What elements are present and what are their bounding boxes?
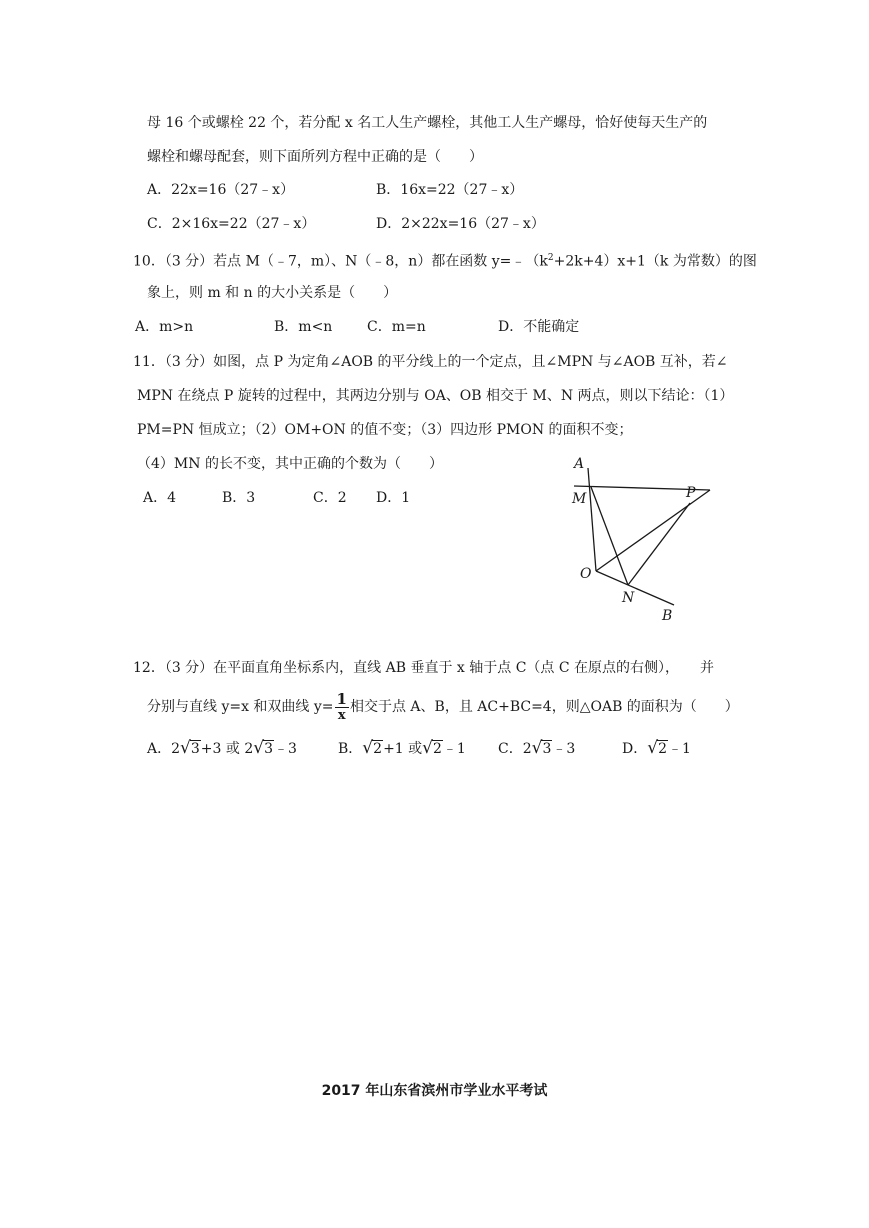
- q11-line-3: PM=PN 恒成立；（2）OM+ON 的值不变；（3）四边形 PMON 的面积不变；: [137, 422, 633, 438]
- q12-line-2-text-a: 分别与直线 y=x 和双曲线 y=: [147, 699, 334, 715]
- q10-option-c: C．m=n: [367, 319, 426, 335]
- bisector-op: [596, 490, 710, 571]
- sqrt-icon: [362, 738, 383, 759]
- radical-sign: √: [362, 738, 374, 758]
- radicand: 3: [264, 741, 274, 757]
- radicand: 2: [373, 741, 383, 757]
- radicand: 2: [658, 741, 667, 757]
- q11-option-b: B．3: [222, 490, 256, 506]
- fraction-numerator: 1: [336, 689, 347, 708]
- q11-line-4: （4）MN 的长不变，其中正确的个数为（ ）: [137, 456, 443, 472]
- q12-line-2: [147, 690, 739, 724]
- q12-line-1: 12．（3 分）在平面直角坐标系内，直线 AB 垂直于 x 轴于点 C（点 C 在原点的右侧）， 并: [133, 660, 715, 676]
- q9-option-b: B．16x=22（27﹣x）: [376, 182, 524, 198]
- q9-option-c: C．2×16x=22（27﹣x）: [147, 216, 316, 232]
- sqrt-icon: [422, 738, 443, 759]
- page-footer-title: 2017 年山东省滨州市学业水平考试: [321, 1083, 548, 1099]
- q10-line-1-text-b: +2k+4）x+1（k 为常数）的图: [553, 253, 757, 270]
- label-p: P: [686, 485, 696, 501]
- label-o: O: [580, 566, 592, 582]
- q12-option-b-prefix: B．: [338, 741, 363, 757]
- q12-option-b-suffix: ﹣1: [442, 741, 466, 757]
- label-b: B: [662, 608, 673, 624]
- radical-sign: √: [253, 738, 265, 758]
- q11-option-d: D．1: [376, 490, 411, 506]
- q12-option-c-prefix: C．2: [498, 741, 532, 757]
- radical-sign: √: [531, 738, 543, 758]
- q10-exponent: 2: [547, 253, 554, 263]
- label-a: A: [574, 456, 585, 472]
- q12-option-a-prefix: A．2: [147, 741, 181, 757]
- q11-option-a: A．4: [143, 490, 177, 506]
- radical-sign: √: [647, 738, 659, 758]
- q11-option-c: C．2: [313, 490, 347, 506]
- q12-option-a: [147, 738, 297, 759]
- q11-line-1: 11．（3 分）如图，点 P 为定角∠AOB 的平分线上的一个定点，且∠MPN 与∠AOB 互补，若∠: [133, 354, 728, 370]
- q9-line-2: 螺栓和螺母配套，则下面所列方程中正确的是（ ）: [147, 149, 483, 165]
- q12-option-b: [338, 738, 466, 759]
- q12-option-c-suffix: ﹣3: [552, 741, 576, 757]
- q10-line-1-text-a: 10．（3 分）若点 M（﹣7，m）、N（﹣8，n）都在函数 y=﹣（k: [133, 253, 548, 270]
- q9-option-a: A．22x=16（27﹣x）: [147, 182, 295, 198]
- radicand: 2: [433, 741, 442, 757]
- segment-pn: [628, 503, 690, 585]
- sqrt-icon: [253, 738, 274, 759]
- q10-option-d: D．不能确定: [498, 319, 580, 335]
- q11-geometry-figure: [560, 448, 720, 628]
- q12-option-b-middle: +1 或: [383, 741, 423, 757]
- sqrt-icon: [180, 738, 201, 759]
- q12-option-a-middle: +3 或 2: [200, 741, 254, 757]
- q12-option-c: [498, 738, 575, 759]
- q10-line-1: [133, 248, 757, 272]
- q12-option-d-prefix: D．: [622, 741, 648, 757]
- q12-option-d-suffix: ﹣1: [668, 741, 691, 757]
- q9-line-1: 母 16 个或螺栓 22 个，若分配 x 名工人生产螺栓，其他工人生产螺母，恰好使每天生产的: [147, 115, 708, 131]
- sqrt-icon: [532, 738, 553, 759]
- fraction-one-over-x: [335, 689, 349, 723]
- radicand: 3: [190, 741, 200, 757]
- q12-line-2-text-b: 相交于点 A、B，且 AC+BC=4，则△OAB 的面积为（ ）: [349, 699, 739, 715]
- label-n: N: [622, 590, 635, 606]
- fraction-denominator: x: [337, 707, 346, 723]
- q11-line-2: MPN 在绕点 P 旋转的过程中，其两边分别与 OA、OB 相交于 M、N 两点，则以下结论：（1）: [137, 388, 734, 404]
- q10-line-2: 象上，则 m 和 n 的大小关系是（ ）: [147, 285, 398, 301]
- ray-oa: [588, 468, 596, 571]
- q10-option-a: A．m>n: [135, 319, 194, 335]
- radical-sign: √: [422, 738, 433, 758]
- q9-option-d: D．2×22x=16（27﹣x）: [376, 216, 545, 232]
- sqrt-icon: [647, 738, 668, 759]
- q10-option-b: B．m<n: [274, 319, 333, 335]
- label-m: M: [572, 491, 587, 507]
- q12-option-a-suffix: ﹣3: [274, 741, 297, 757]
- radicand: 3: [542, 741, 552, 757]
- radical-sign: √: [180, 738, 191, 758]
- q12-option-d: [622, 738, 691, 759]
